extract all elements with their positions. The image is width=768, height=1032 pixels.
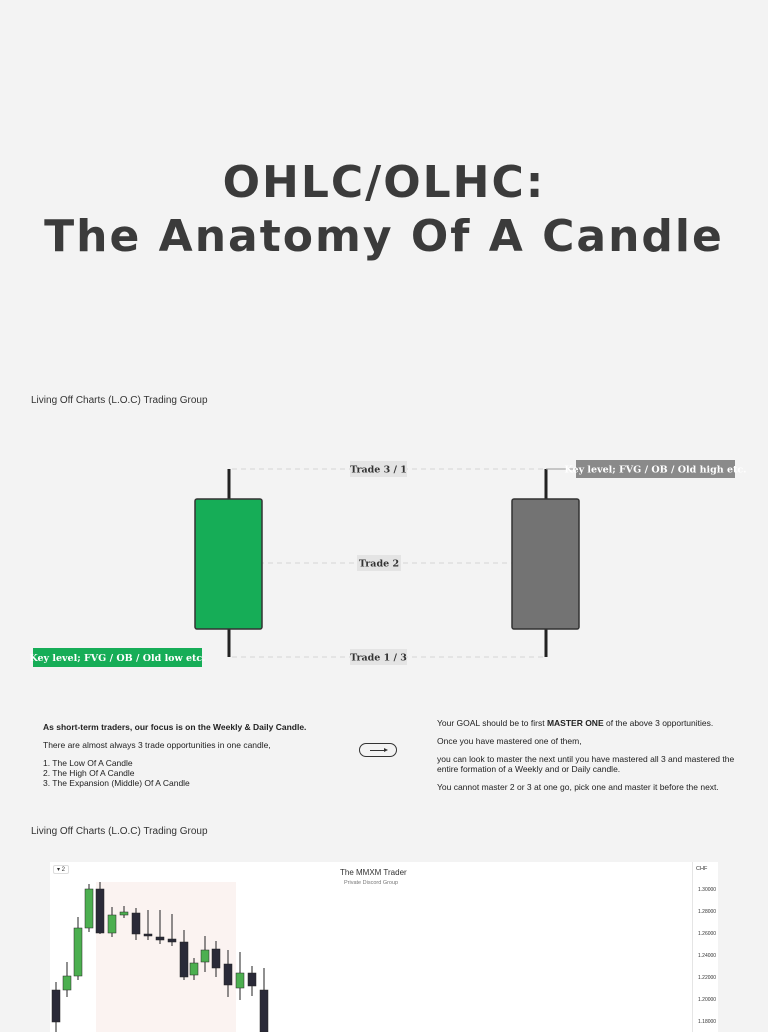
candle-body (260, 990, 268, 1032)
list-item: 3. The Expansion (Middle) Of A Candle (43, 778, 190, 788)
candle-body (108, 915, 116, 933)
right-column (437, 718, 737, 800)
candle-body (180, 942, 188, 977)
left-column (43, 722, 343, 788)
list-item: 2. The High Of A Candle (43, 768, 135, 778)
chart-title: The MMXM Trader (340, 868, 407, 877)
opportunity-list (43, 758, 343, 788)
title-line-2: The Anatomy Of A Candle (44, 211, 724, 262)
candle-body (52, 990, 60, 1022)
candle-diagram (0, 440, 768, 680)
candle-body (85, 889, 93, 928)
price-tick: 1.30000 (698, 887, 717, 893)
candle-body (212, 949, 220, 968)
chart-screenshot (50, 862, 718, 1032)
candle-body (144, 934, 152, 936)
tag-trade-top: Trade 3 / 1 (350, 464, 407, 476)
candle-body (63, 976, 71, 990)
tag-trade-bottom: Trade 1 / 3 (350, 652, 407, 664)
price-tick: 1.22000 (698, 975, 717, 981)
right-p3: you can look to master the next until you have mastered all 3 and mastered the entire formation of a Weekly and or Daily candle. (437, 754, 735, 774)
price-candles (50, 862, 690, 1032)
left-intro: There are almost always 3 trade opportunities in one candle, (43, 740, 271, 750)
candle-body (168, 939, 176, 942)
arrow-icon (359, 743, 397, 757)
candle-body (248, 973, 256, 986)
candle-body (156, 937, 164, 940)
price-tick: 1.28000 (698, 909, 717, 915)
caption-bottom: Living Off Charts (L.O.C) Trading Group (31, 826, 208, 837)
candle-body (224, 964, 232, 985)
timeframe-selector[interactable]: ▾ 2 (53, 865, 69, 874)
page-title (0, 156, 768, 264)
chart-subtitle: Private Discord Group (344, 880, 399, 886)
bull-candle-body (195, 499, 262, 629)
price-tick: 1.26000 (698, 931, 717, 937)
currency-selector[interactable]: CHF (696, 866, 708, 872)
price-axis-divider (692, 862, 693, 1032)
caption-top: Living Off Charts (L.O.C) Trading Group (31, 395, 208, 406)
key-low-label: Key level; FVG / OB / Old low etc. (29, 653, 206, 664)
candle-body (120, 912, 128, 915)
candle-body (74, 928, 82, 976)
price-tick: 1.24000 (698, 953, 717, 959)
candle-body (201, 950, 209, 962)
key-high-label: Key level; FVG / OB / Old high etc. (564, 464, 747, 476)
candle-body (132, 913, 140, 934)
title-line-1: OHLC/OLHC: (222, 157, 546, 208)
candle-body (236, 973, 244, 988)
price-tick: 1.18000 (698, 1019, 717, 1025)
right-p2: Once you have mastered one of them, (437, 736, 582, 746)
bear-candle-body (512, 499, 579, 629)
list-item: 1. The Low Of A Candle (43, 758, 133, 768)
left-heading: As short-term traders, our focus is on the Weekly & Daily Candle. (43, 722, 307, 732)
candle-body (96, 889, 104, 933)
candle-body (190, 963, 198, 975)
tag-trade-mid: Trade 2 (358, 558, 400, 570)
right-p4: You cannot master 2 or 3 at one go, pick one and master it before the next. (437, 782, 719, 792)
price-tick: 1.20000 (698, 997, 717, 1003)
goal-text: Your GOAL should be to first MASTER ONE of the above 3 opportunities. (437, 718, 714, 728)
